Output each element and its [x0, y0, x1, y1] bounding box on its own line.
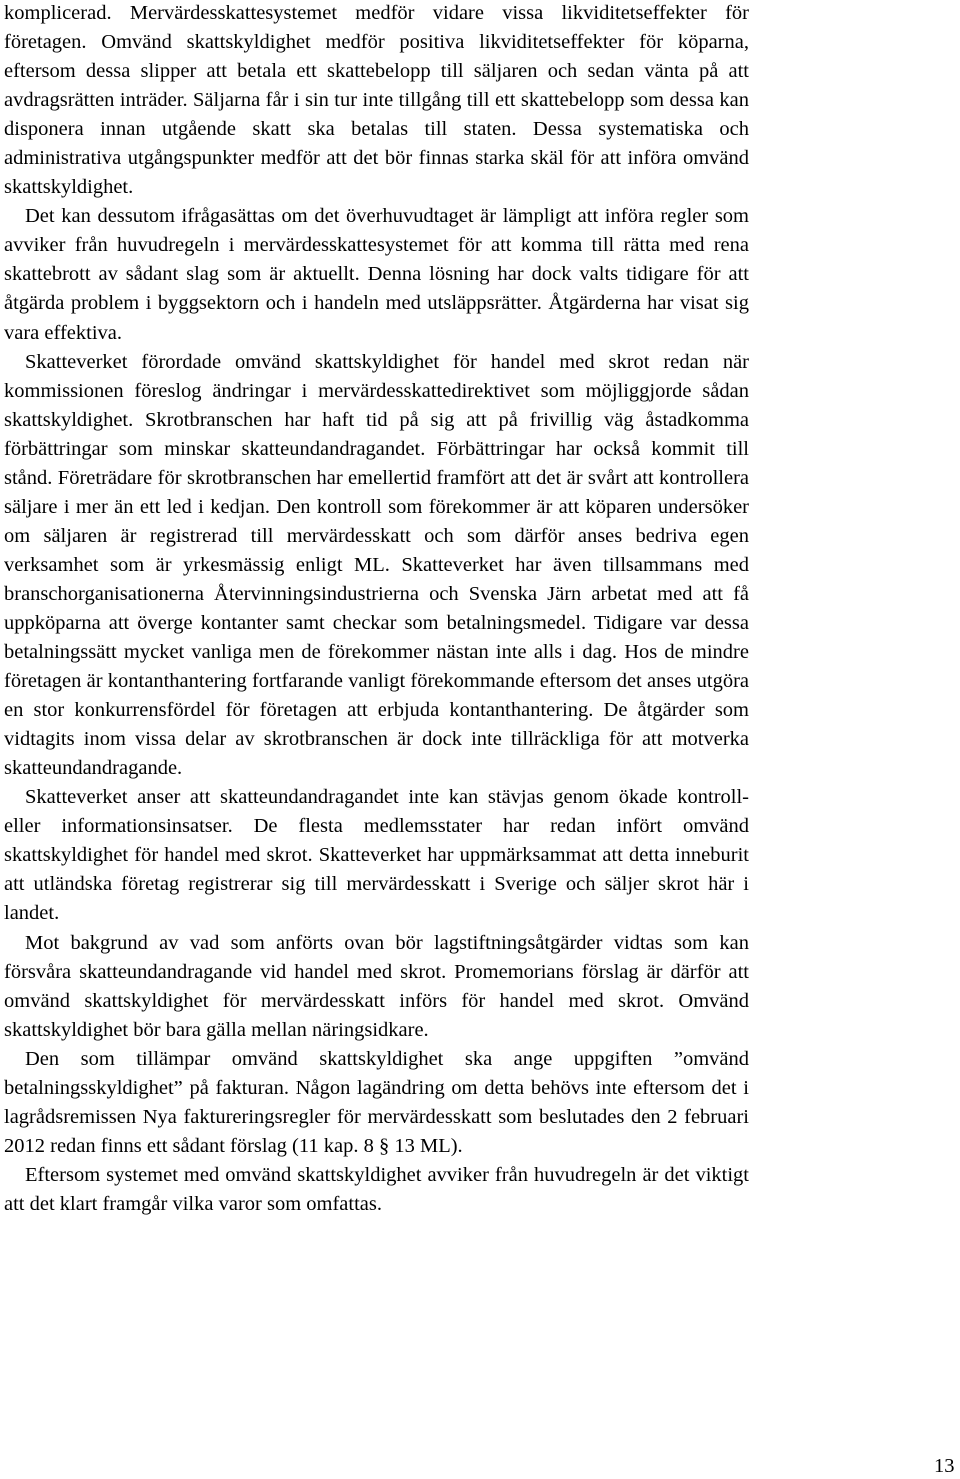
page-number: 13 — [934, 1455, 955, 1477]
paragraph: Den som tillämpar omvänd skattskyldighet ska ange uppgiften ”omvänd betalningsskyldighet” på fakturan. Någon lagändring om detta behövs inte eftersom det i lagrådsremissen Nya faktureringsregler för mervärdesskatt som beslutades den 2 februari 2012 redan finns ett sådant förslag (11 kap. 8 § 13 ML). — [4, 1047, 749, 1157]
paragraph: Mot bakgrund av vad som anförts ovan bör lagstiftningsåtgärder vidtas som kan försvåra skatteundandragande vid handel med skrot. Promemorians förslag är därför att omvänd skattskyldighet för mervärdesskatt införs för handel med skrot. Omvänd skattskyldighet bör bara gälla mellan näringsidkare. — [4, 931, 749, 1041]
paragraph: Skatteverket anser att skatteundandragandet inte kan stävjas genom ökade kontroll- eller informationsinsatser. De flesta medlemsstater har redan infört omvänd skattskyldighet för handel med skrot. Skatteverket har uppmärksammat att detta inneburit att utländska företag registrerar sig till mervärdesskatt i Sverige och säljer skrot här i landet. — [4, 786, 749, 925]
paragraph: Skatteverket förordade omvänd skattskyldighet för handel med skrot redan när kommissionen föreslog ändringar i mervärdesskattedirektivet som möjliggjorde sådan skattskyldighet. Skrotbranschen har haft tid på sig att på frivillig väg åstadkomma förbättringar som minskar skatteundandragandet. Förbättringar har också kommit till stånd. Företrädare för skrotbranschen har emellertid framfört att det är svårt att kontrollera säljare i mer än ett led i kedjan. Den kontroll som förekommer är att köparen undersöker om säljaren är registrerad till mervärdesskatt och som därför anses bedriva egen verksamhet som är yrkesmässig enligt ML. Skatteverket har även tillsammans med branschorganisationerna Återvinningsindustrierna och Svenska Järn arbetat med att få uppköparna att överge kontanter samt checkar som betalningsmedel. Tidigare var dessa betalningssätt mycket vanliga men de förekommer nästan inte alls i dag. Hos de mindre företagen är kontanthantering fortfarande vanligt förekommande eftersom det anses utgöra en stor konkurrensfördel för företagen att erbjuda kontanthantering. De åtgärder som vidtagits inom vissa delar av skrotbranschen är dock inte tillräckliga för att motverka skatteundandragande. — [4, 350, 749, 780]
document-body — [4, 0, 749, 1219]
paragraph-continuation: komplicerad. Mervärdesskattesystemet medför vidare vissa likviditetseffekter för företagen. Omvänd skattskyldighet medför positiva likviditetseffekter för köparna, eftersom dessa slipper att betala ett skattebelopp till säljaren och sedan vänta på att avdragsrätten inträder. Säljarna får i sin tur inte tillgång till ett skattebelopp som dessa kan disponera innan utgående skatt ska betalas till staten. Dessa systematiska och administrativa utgångspunkter medför att det bör finnas starka skäl för att införa omvänd skattskyldighet. — [4, 2, 749, 199]
paragraph: Det kan dessutom ifrågasättas om det överhuvudtaget är lämpligt att införa regler som avviker från huvudregeln i mervärdesskattesystemet för att komma till rätta med rena skattebrott av sådant slag som är aktuellt. Denna lösning har dock valts tidigare för att åtgärda problem i byggsektorn och i handeln med utsläppsrätter. Åtgärderna har visat sig vara effektiva. — [4, 205, 749, 344]
paragraph: Eftersom systemet med omvänd skattskyldighet avviker från huvudregeln är det viktigt att det klart framgår vilka varor som omfattas. — [4, 1163, 749, 1215]
